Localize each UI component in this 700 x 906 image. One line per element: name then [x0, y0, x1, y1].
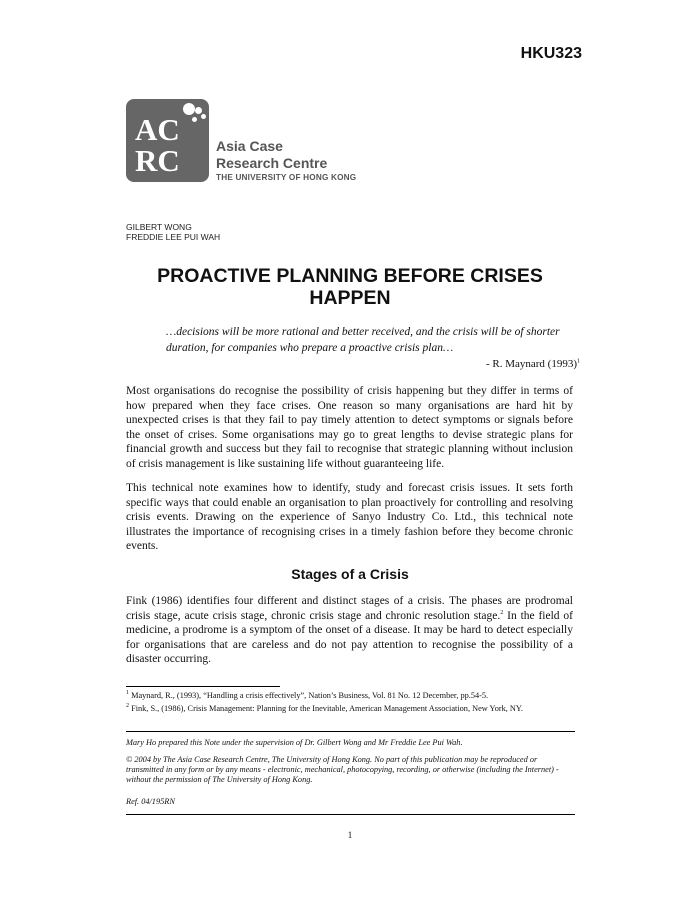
footer-top-rule — [126, 731, 575, 732]
paragraph-3-part-b: In the field of medicine, a prodrome is a symptom of the onset of a disease. It may be hard to detect especially for organisations that are careless and do not pay attention to recognise the possibility of a disaster occurring. — [126, 609, 573, 665]
footnote-1 — [126, 691, 586, 701]
logo-dot-small — [201, 114, 206, 119]
title-line-2: HAPPEN — [309, 287, 391, 309]
centre-name-line2: Research Centre — [216, 155, 328, 171]
footnote-1-text: Maynard, R., (1993), “Handling a crisis effectively”, Nation’s Business, Vol. 81 No. 12 December, pp.54-5. — [129, 691, 489, 700]
page-number: 1 — [347, 830, 353, 840]
epigraph-quote: …decisions will be more rational and better received, and the crisis will be of shorter duration, for companies who prepare a proactive crisis plan… — [166, 326, 560, 354]
reference-number: Ref. 04/195RN — [126, 797, 175, 806]
centre-name — [216, 138, 327, 172]
logo-dot-medium — [195, 107, 202, 114]
logo-text-rc: RC — [135, 143, 180, 178]
centre-name-line1: Asia Case — [216, 138, 283, 154]
footnote-1-number: 1 — [126, 690, 129, 697]
footnote-ref-2: 2 — [500, 609, 504, 616]
logo-text-ac: AC — [135, 112, 180, 147]
footer-bottom-rule — [126, 814, 575, 815]
university-name: THE UNIVERSITY OF HONG KONG — [216, 173, 357, 182]
copyright-notice: © 2004 by The Asia Case Research Centre, The University of Hong Kong. No part of this publication may be reproduced or transmitted in any form or by any means - electronic, mechanical, photocopying, recording, or otherwise (including the Internet) - without the permission of The University of Hong Kong. — [126, 755, 559, 784]
footnote-ref-1: 1 — [577, 358, 580, 365]
preparation-note: Mary Ho prepared this Note under the supervision of Dr. Gilbert Wong and Mr Freddie Lee Pui Wah. — [126, 738, 463, 747]
logo-dot-large — [183, 103, 195, 115]
document-code: HKU323 — [520, 45, 582, 62]
footnote-2-text: Fink, S., (1986), Crisis Management: Planning for the Inevitable, American Management Association, New York, NY. — [129, 704, 523, 713]
paragraph-3 — [126, 594, 573, 667]
author-1: GILBERT WONG — [126, 222, 192, 232]
title-line-1: PROACTIVE PLANNING BEFORE CRISES — [157, 265, 543, 287]
author-2: FREDDIE LEE PUI WAH — [126, 232, 221, 242]
epigraph-source — [486, 358, 580, 370]
paragraph-3-part-a: Fink (1986) identifies four different and distinct stages of a crisis. The phases are prodromal crisis stage, acute crisis stage, chronic crisis stage and chronic resolution stage. — [126, 595, 573, 622]
paragraph-2: This technical note examines how to identify, study and forecast crisis issues. It sets forth specific ways that could enable an organisation to plan proactively for controlling and resolving crisis events. Drawing on the experience of Sanyo Industry Co. Ltd., this technical note illustrates the importance of recognising crises in a timely fashion before they become chronic events. — [126, 482, 573, 552]
logo-dot-tiny — [192, 117, 197, 122]
acrc-logo — [126, 99, 209, 182]
page-title — [100, 265, 600, 309]
paragraph-1: Most organisations do recognise the possibility of crisis happening but they differ in terms of how prepared when they face crises. One reason so many organisations are hard hit by unexpected crises is that they fail to pay timely attention to detect symptoms or signals before the onset of crises. Some organisations may go to great lengths to devise strategic plans for financial growth and success but they fail to recognise that strategic planning without inclusion of crisis management is like sustaining life without guaranteeing life. — [126, 385, 573, 470]
footnote-2 — [126, 704, 586, 714]
author-list — [126, 222, 220, 242]
epigraph-source-text: - R. Maynard (1993) — [485, 358, 577, 370]
footnote-2-number: 2 — [126, 703, 129, 710]
footnote-divider — [126, 686, 280, 687]
section-heading: Stages of a Crisis — [291, 566, 409, 582]
